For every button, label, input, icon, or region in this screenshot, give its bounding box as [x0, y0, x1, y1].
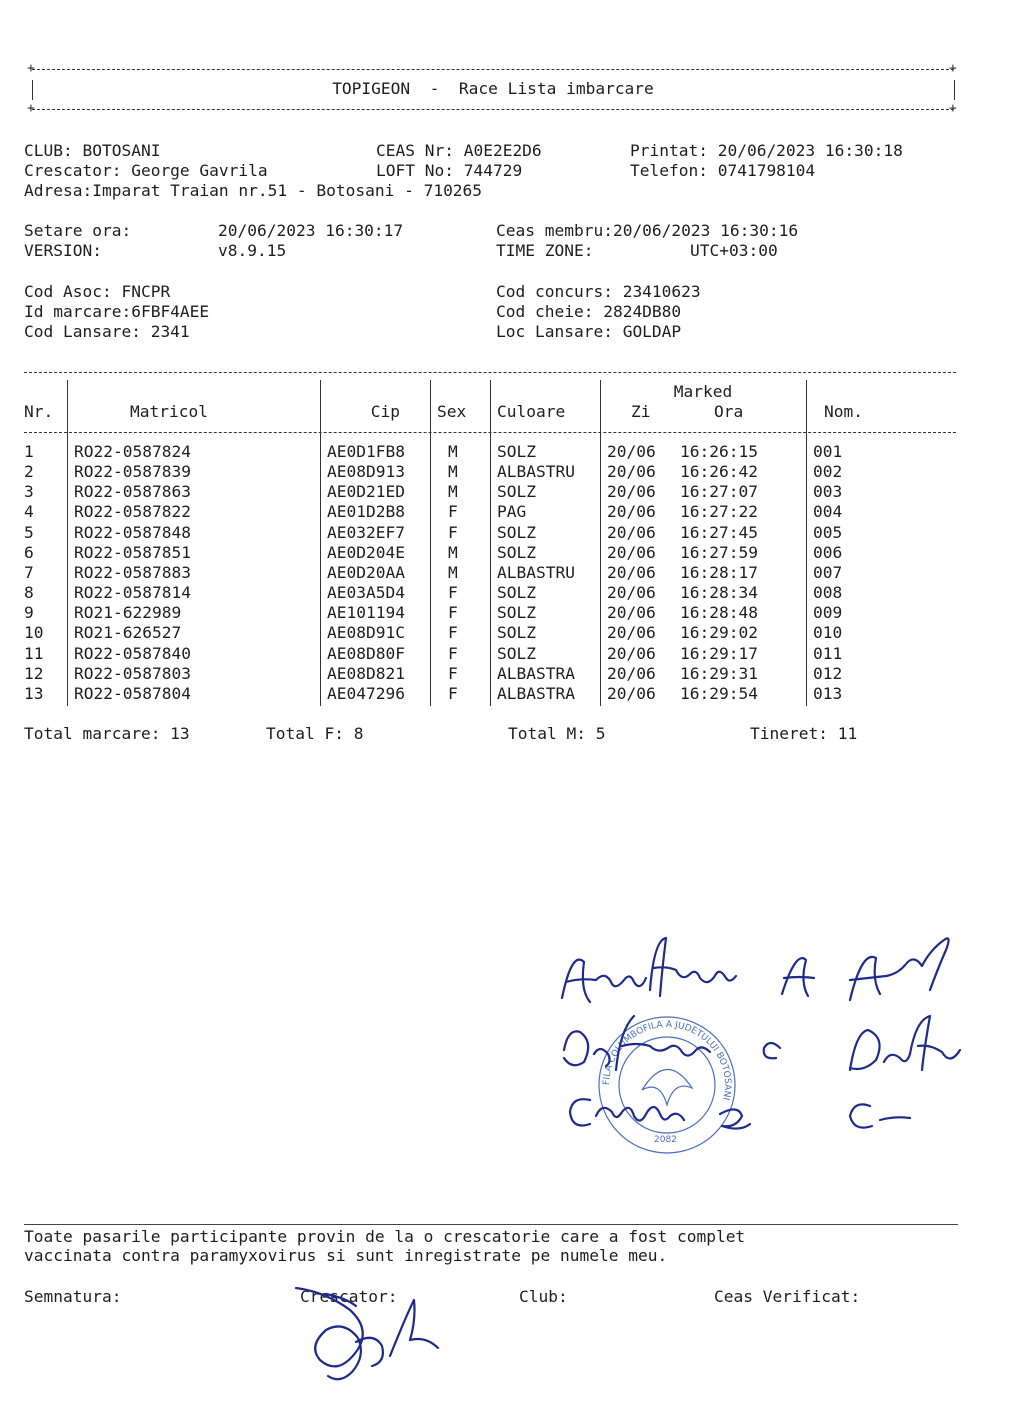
cell-zi: 20/06	[607, 442, 656, 461]
time-zone-value: UTC+03:00	[690, 241, 778, 260]
cell-nr: 3	[24, 482, 34, 502]
cell-ora: 16:26:15	[680, 442, 758, 461]
loc-lansare-label: Loc Lansare: GOLDAP	[496, 322, 682, 341]
cell-nom: 013	[813, 683, 843, 703]
col-marked: Marked	[673, 382, 733, 401]
cod-lansare-label: Cod Lansare: 2341	[24, 322, 190, 341]
cell-matricol: RO22-0587822	[74, 502, 191, 522]
cell-nom: 012	[813, 663, 843, 683]
cell-nom: 001	[813, 442, 843, 461]
id-marcare-label: Id marcare:6FBF4AEE	[24, 302, 210, 321]
version-value: v8.9.15	[218, 241, 287, 260]
cell-zi: 20/06	[607, 522, 656, 542]
cell-ora: 16:29:31	[680, 663, 758, 683]
cell-matricol: RO22-0587848	[74, 522, 191, 542]
cell-nom: 008	[813, 583, 843, 603]
cell-nr: 10	[24, 623, 44, 643]
col-nom: Nom.	[824, 402, 863, 421]
cell-zi: 20/06	[607, 643, 656, 663]
table-top-border	[24, 372, 956, 373]
cell-nr: 1	[24, 442, 34, 461]
cell-nr: 9	[24, 603, 34, 623]
cell-zi: 20/06	[607, 683, 656, 703]
cell-cip: AE032EF7	[327, 522, 405, 542]
total-m: Total M: 5	[508, 724, 606, 743]
cell-nr: 8	[24, 583, 34, 603]
col-culoare: Culoare	[497, 402, 566, 421]
cell-zi: 20/06	[607, 482, 656, 502]
telefon-label: Telefon: 0741798104	[630, 161, 816, 180]
cell-sex: M	[448, 462, 458, 482]
cell-culoare: SOLZ	[497, 482, 536, 502]
cell-sex: M	[448, 562, 458, 582]
ceas-label: CEAS Nr: A0E2E2D6	[376, 141, 542, 160]
footer-declaration-line1: Toate pasarile participante provin de la o crescatorie care a fost complet	[24, 1227, 746, 1246]
cell-sex: M	[448, 442, 458, 461]
cell-nr: 11	[24, 643, 44, 663]
cell-cip: AE01D2B8	[327, 502, 405, 522]
page-title: TOPIGEON - Race Lista imbarcare	[332, 79, 654, 98]
cell-cip: AE08D91C	[327, 623, 405, 643]
cell-cip: AE047296	[327, 683, 405, 703]
cell-matricol: RO22-0587840	[74, 643, 191, 663]
cell-matricol: RO22-0587851	[74, 542, 191, 562]
committee-signatures	[550, 920, 990, 1160]
cell-cip: AE08D913	[327, 462, 405, 482]
cell-sex: F	[448, 663, 458, 683]
cell-ora: 16:29:54	[680, 683, 758, 703]
footer-declaration-line2: vaccinata contra paramyxovirus si sunt inregistrate pe numele meu.	[24, 1246, 668, 1265]
stamp-text: FILA COLUMBOFILA A JUDETULUI BOTOSANI	[601, 1019, 733, 1102]
cell-ora: 16:29:17	[680, 643, 758, 663]
cell-sex: F	[448, 683, 458, 703]
adresa-label: Adresa:Imparat Traian nr.51 - Botosani - 710265	[24, 181, 483, 200]
cell-zi: 20/06	[607, 462, 656, 482]
version-label: VERSION:	[24, 241, 102, 260]
cell-matricol: RO22-0587839	[74, 462, 191, 482]
ceas-membru-label: Ceas membru:20/06/2023 16:30:16	[496, 221, 799, 240]
cell-matricol: RO22-0587814	[74, 583, 191, 603]
title-bottom-border	[32, 109, 954, 110]
cell-ora: 16:28:17	[680, 562, 758, 582]
footer-rule	[24, 1224, 958, 1225]
club-signature-label: Club:	[519, 1287, 568, 1306]
cell-sex: F	[448, 583, 458, 603]
cell-ora: 16:27:22	[680, 502, 758, 522]
setare-value: 20/06/2023 16:30:17	[218, 221, 404, 240]
cell-cip: AE0D20AA	[327, 562, 405, 582]
col-matricol: Matricol	[130, 402, 208, 421]
cell-nr: 7	[24, 562, 34, 582]
total-marcare: Total marcare: 13	[24, 724, 190, 743]
cell-zi: 20/06	[607, 663, 656, 683]
cell-nr: 6	[24, 542, 34, 562]
cell-nom: 007	[813, 562, 843, 582]
printat-label: Printat: 20/06/2023 16:30:18	[630, 141, 903, 160]
crescator-signature-label: Crescator:	[300, 1287, 398, 1306]
cell-cip: AE08D80F	[327, 643, 405, 663]
cell-matricol: RO21-626527	[74, 623, 182, 643]
cell-zi: 20/06	[607, 502, 656, 522]
cell-zi: 20/06	[607, 562, 656, 582]
cell-ora: 16:27:07	[680, 482, 758, 502]
crescator-label: Crescator: George Gavrila	[24, 161, 268, 180]
col-zi: Zi	[631, 402, 651, 421]
cell-culoare: ALBASTRU	[497, 562, 575, 582]
cod-concurs-label: Cod concurs: 23410623	[496, 282, 701, 301]
cod-asoc-label: Cod Asoc: FNCPR	[24, 282, 171, 301]
cell-nr: 4	[24, 502, 34, 522]
cell-nr: 12	[24, 663, 44, 683]
cell-ora: 16:27:45	[680, 522, 758, 542]
cell-sex: F	[448, 623, 458, 643]
cell-ora: 16:28:34	[680, 583, 758, 603]
semnatura-label: Semnatura:	[24, 1287, 122, 1306]
cell-culoare: SOLZ	[497, 522, 536, 542]
cell-zi: 20/06	[607, 603, 656, 623]
cell-sex: F	[448, 603, 458, 623]
cell-culoare: ALBASTRA	[497, 663, 575, 683]
cell-matricol: RO21-622989	[74, 603, 182, 623]
cell-matricol: RO22-0587883	[74, 562, 191, 582]
cell-zi: 20/06	[607, 623, 656, 643]
cell-culoare: PAG	[497, 502, 527, 522]
cell-ora: 16:28:48	[680, 603, 758, 623]
cell-nr: 2	[24, 462, 34, 482]
cell-matricol: RO22-0587803	[74, 663, 191, 683]
club-label: CLUB: BOTOSANI	[24, 141, 161, 160]
cell-zi: 20/06	[607, 583, 656, 603]
cell-ora: 16:29:02	[680, 623, 758, 643]
cod-cheie-label: Cod cheie: 2824DB80	[496, 302, 682, 321]
cell-cip: AE08D821	[327, 663, 405, 683]
cell-sex: F	[448, 502, 458, 522]
cell-ora: 16:26:42	[680, 462, 758, 482]
col-nr: Nr.	[24, 402, 54, 421]
cell-culoare: SOLZ	[497, 583, 536, 603]
breeder-signature	[286, 1280, 466, 1390]
cell-nom: 004	[813, 502, 843, 522]
cell-cip: AE0D1FB8	[327, 442, 405, 461]
cell-nom: 006	[813, 542, 843, 562]
cell-culoare: SOLZ	[497, 643, 536, 663]
cell-cip: AE0D21ED	[327, 482, 405, 502]
cell-sex: F	[448, 522, 458, 542]
cell-cip: AE101194	[327, 603, 405, 623]
title-right-border	[954, 80, 955, 100]
cell-matricol: RO22-0587824	[74, 442, 191, 461]
cell-culoare: SOLZ	[497, 542, 536, 562]
cell-sex: F	[448, 643, 458, 663]
cell-matricol: RO22-0587863	[74, 482, 191, 502]
cell-nom: 009	[813, 603, 843, 623]
title-top-border	[32, 69, 954, 70]
setare-label: Setare ora:	[24, 221, 132, 240]
cell-cip: AE03A5D4	[327, 583, 405, 603]
loft-label: LOFT No: 744729	[376, 161, 523, 180]
cell-culoare: ALBASTRU	[497, 462, 575, 482]
cell-nr: 13	[24, 683, 44, 703]
total-f: Total F: 8	[266, 724, 364, 743]
cell-culoare: SOLZ	[497, 623, 536, 643]
stamp-number: 2082	[654, 1135, 677, 1145]
col-ora: Ora	[714, 402, 744, 421]
ceas-verificat-label: Ceas Verificat:	[714, 1287, 861, 1306]
cell-ora: 16:27:59	[680, 542, 758, 562]
cell-culoare: SOLZ	[497, 442, 536, 461]
cell-matricol: RO22-0587804	[74, 683, 191, 703]
cell-sex: M	[448, 542, 458, 562]
cell-culoare: ALBASTRA	[497, 683, 575, 703]
cell-zi: 20/06	[607, 542, 656, 562]
cell-nom: 005	[813, 522, 843, 542]
col-sex: Sex	[437, 402, 467, 421]
cell-nom: 010	[813, 623, 843, 643]
cell-culoare: SOLZ	[497, 603, 536, 623]
cell-sex: M	[448, 482, 458, 502]
cell-nom: 011	[813, 643, 843, 663]
time-zone-label: TIME ZONE:	[496, 241, 594, 260]
cell-nr: 5	[24, 522, 34, 542]
tineret: Tineret: 11	[750, 724, 858, 743]
cell-nom: 003	[813, 482, 843, 502]
cell-nom: 002	[813, 462, 843, 482]
cell-cip: AE0D204E	[327, 542, 405, 562]
col-cip: Cip	[370, 402, 400, 421]
